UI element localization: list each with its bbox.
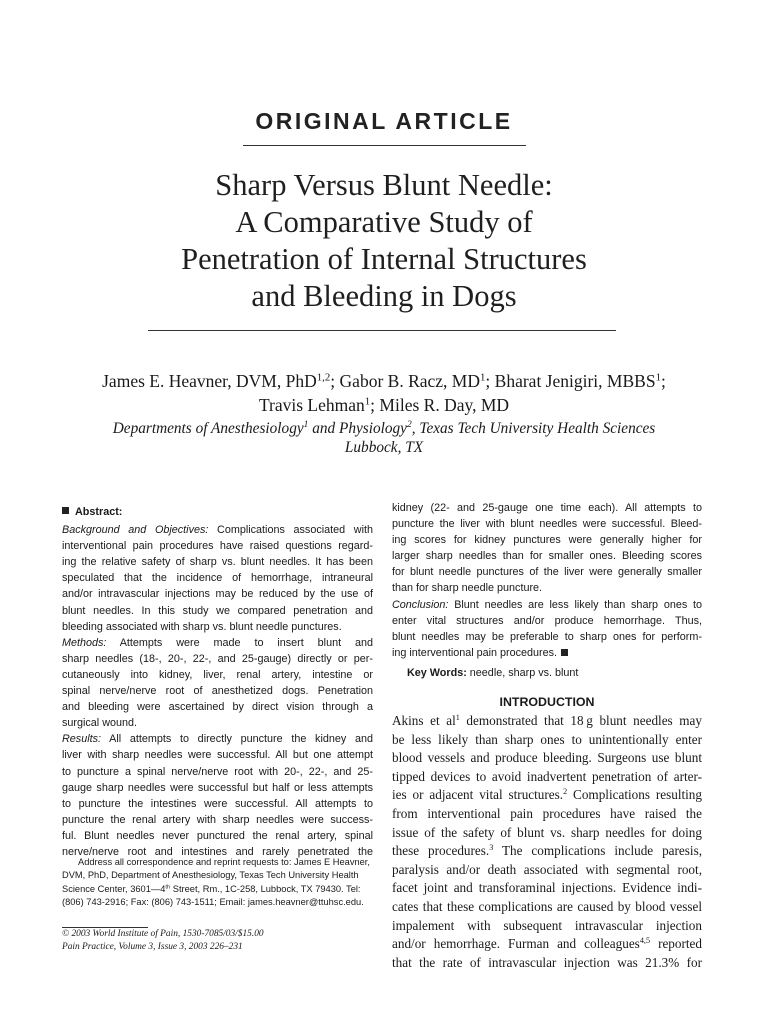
footnote-sup: th: [165, 884, 171, 891]
footnote-line: (806) 743-2916; Fax: (806) 743-1511; Email: james.heavner@ttuhsc.edu.: [62, 896, 364, 907]
body-line: from interventional pain procedures have raised the: [392, 805, 702, 821]
body-text: and/or hemorrhage. Furman and colleagues: [392, 936, 640, 952]
author-name: ; Gabor B. Racz, MD: [330, 371, 480, 391]
body-line: impalement with subsequent intravascular injection: [392, 917, 702, 933]
author-name: James E. Heavner, DVM, PhD: [102, 371, 317, 391]
title-bottom-rule: [148, 330, 616, 331]
footnote-text: Science Center, 3601—4: [62, 883, 166, 894]
author-name: ; Miles R. Day, MD: [370, 395, 510, 415]
abstract-label: Results:: [62, 733, 102, 746]
abstract-line: spinal nerve/nerve root of anesthetized dogs. Penetration: [62, 685, 373, 698]
body-line: facet joint and transforaminal injections. Evidence indi-: [392, 880, 702, 896]
footnote-line: [62, 883, 373, 896]
affiliation-text: Departments of Anesthesiology: [112, 420, 304, 437]
citation-sup: 2: [563, 787, 568, 797]
abstract-right-column: [392, 500, 702, 661]
abstract-line: nerve/nerve root and intestines and rarely penetrated the: [62, 845, 373, 858]
title-line: A Comparative Study of: [235, 205, 533, 239]
abstract-line: puncture the renal artery with sharp needles were success-: [62, 813, 373, 826]
abstract-line: [62, 522, 373, 538]
abstract-line: speculated that the incidence of hemorrhage, intraneural: [62, 572, 373, 585]
abstract-line: ing scores for kidney punctures were generally higher for: [392, 534, 702, 547]
author-name: ; Bharat Jenigiri, MBBS: [485, 371, 656, 391]
body-text: demonstrated that 18 g blunt needles may: [459, 713, 702, 728]
abstract-line: gauge sharp needles were successful but half or less attempts: [62, 781, 373, 794]
abstract-line: [392, 645, 702, 661]
abstract-left-column: [62, 504, 373, 860]
abstract-line: [62, 635, 373, 651]
footnote-text: Street, Rm., 1C-258, Lubbock, TX 79430. Tel:: [170, 883, 361, 894]
abstract-line: ing the relative safety of sharp vs. blunt needles. It has been: [62, 556, 373, 569]
footnote-line: DVM, PhD, Department of Anesthesiology, Texas Tech University Health: [62, 870, 359, 881]
abstract-line: [392, 597, 702, 613]
abstract-text: Blunt needles are less likely than sharp ones to: [448, 598, 702, 611]
affiliation-line: [40, 419, 728, 438]
citation-sup: 1: [455, 712, 460, 722]
affiliation-sup: 1: [303, 420, 309, 431]
body-text: Akins et al: [392, 713, 456, 728]
body-line: tipped devices to avoid inadvertent penetration of arter-: [392, 768, 702, 784]
abstract-line: puncture the liver with blunt needles were successful. Bleed-: [392, 518, 702, 531]
correspondence-footnote: [62, 856, 373, 909]
title-line: and Bleeding in Dogs: [251, 279, 517, 313]
copyright-line: © 2003 World Institute of Pain, 1530-7085/03/$15.00: [62, 929, 264, 939]
body-line: that the rate of intravascular injection was 21.3% for: [392, 954, 702, 970]
title-top-rule: [243, 145, 526, 146]
body-line: [392, 712, 702, 731]
abstract-line: cutaneously into kidney, liver, renal artery, intestine or: [62, 668, 373, 681]
footnote-line: Address all correspondence and reprint requests to: James E Heavner,: [78, 857, 370, 867]
abstract-line: surgical wound.: [62, 717, 138, 730]
body-line: [392, 842, 702, 861]
author-list: [40, 369, 728, 417]
affiliation: [40, 419, 728, 457]
author-affil-sup: 1,2: [316, 371, 331, 384]
affiliation-line: Lubbock, TX: [344, 439, 424, 456]
abstract-line: than for sharp needle puncture.: [392, 582, 543, 595]
abstract-heading-text: Abstract:: [75, 506, 123, 518]
author-line: [40, 369, 728, 393]
abstract-line: enter vital structures and/or produce hemorrhage. Thus,: [392, 614, 702, 627]
body-line: blood vessels and produce bleeding. Surgeons use blunt: [392, 750, 702, 766]
title-line: Penetration of Internal Structures: [181, 242, 587, 276]
journal-citation: Pain Practice, Volume 3, Issue 3, 2003 226–231: [62, 941, 243, 952]
abstract-label: Methods:: [62, 636, 107, 649]
body-text: these procedures.: [392, 843, 490, 859]
abstract-text: Complications associated with: [208, 524, 373, 537]
abstract-line: ful. Blunt needles never punctured the renal artery, spinal: [62, 829, 373, 842]
body-line: issue of the safety of blunt vs. sharp needles for doing: [392, 824, 702, 840]
abstract-line: bleeding associated with sharp vs. blunt needle punctures.: [62, 620, 342, 633]
citation-sup: 3: [489, 843, 494, 853]
abstract-line: blunt needles. In this study we compared penetration and: [62, 604, 373, 617]
body-text: The complications include paresis,: [493, 843, 702, 859]
body-line: [392, 935, 702, 954]
abstract-line: interventional pain procedures have raised questions regard-: [62, 540, 373, 553]
author-name: Travis Lehman: [258, 395, 365, 415]
abstract-line: and/or intravascular injections may be reduced by the use of: [62, 588, 373, 601]
body-line: [392, 786, 702, 805]
abstract-text: All attempts to directly puncture the kidney and: [101, 733, 373, 746]
abstract-text: ing interventional pain procedures.: [392, 646, 558, 659]
affiliation-text: , Texas Tech University Health Sciences: [411, 420, 656, 437]
end-square-icon: [561, 649, 568, 656]
author-affil-sup: 1: [364, 395, 371, 408]
section-label: ORIGINAL ARTICLE: [255, 108, 513, 134]
abstract-text: Attempts were made to insert blunt and: [106, 636, 373, 649]
abstract-line: liver with sharp needles were successful. All but one attempt: [62, 749, 373, 762]
copyright-note: [62, 928, 382, 953]
title-line: Sharp Versus Blunt Needle:: [215, 168, 553, 202]
author-affil-sup: 1: [480, 371, 486, 384]
square-bullet-icon: [62, 507, 69, 514]
abstract-line: [62, 731, 373, 747]
key-words: [407, 667, 578, 679]
abstract-label: Conclusion:: [392, 598, 449, 611]
abstract-heading: [62, 504, 373, 520]
author-affil-sup: 1: [655, 371, 661, 384]
body-line: cates that these complications are caused by blood vessel: [392, 898, 702, 914]
citation-sup: 4,5: [639, 936, 651, 946]
abstract-line: sharp needles (18-, 20-, 22-, and 25-gauge) directly or per-: [62, 652, 373, 665]
abstract-line: and bleeding were ascertained by direct vision through a: [62, 701, 373, 714]
body-text: reported: [650, 936, 702, 952]
body-line: paralysis and/or death associated with segmental root,: [392, 861, 702, 877]
key-words-value: needle, sharp vs. blunt: [466, 667, 579, 679]
abstract-line: for blunt needle punctures of the liver were generally smaller: [392, 566, 702, 579]
article-title: [80, 167, 688, 315]
abstract-line: larger sharp needles than for smaller ones. Bleeding scores: [392, 550, 702, 563]
body-text: ies or adjacent vital structures.: [392, 787, 564, 803]
author-line: [40, 393, 728, 417]
abstract-line: to puncture a spinal nerve/nerve root with 20-, 22-, and 25-: [62, 765, 373, 778]
abstract-line: blunt needles may be preferable to sharp ones for perform-: [392, 630, 702, 643]
affiliation-text: and Physiology: [308, 420, 407, 437]
author-separator: ;: [660, 371, 666, 391]
introduction-body: [392, 712, 702, 972]
introduction-heading: INTRODUCTION: [499, 695, 595, 709]
abstract-label: Background and Objectives:: [62, 524, 209, 537]
key-words-label: Key Words:: [407, 667, 467, 679]
abstract-line: kidney (22- and 25-gauge one time each). All attempts to: [392, 502, 702, 514]
body-line: be less likely than sharp ones to unintentionally enter: [392, 731, 702, 747]
body-text: Complications resulting: [567, 787, 702, 803]
affiliation-sup: 2: [406, 420, 412, 431]
abstract-line: to puncture the intestines were successful. All attempts to: [62, 797, 373, 810]
